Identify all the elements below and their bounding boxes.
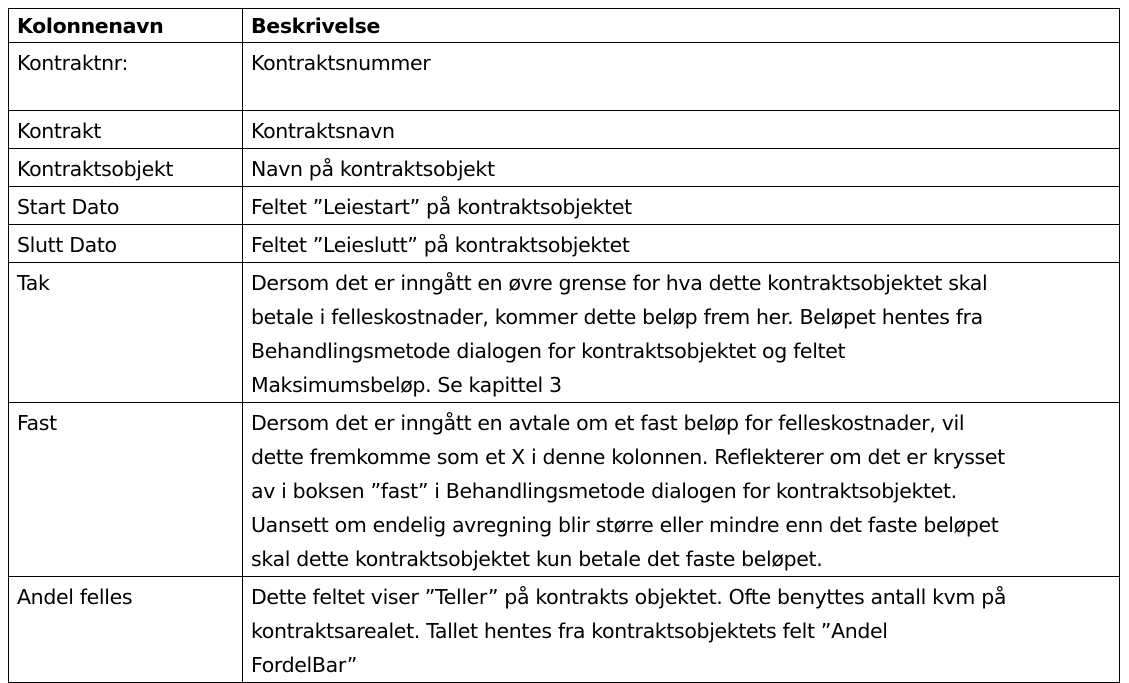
description-line: Dersom det er inngått en avtale om et fast beløp for felleskostnader, vil — [251, 411, 965, 435]
description-line: betale i felleskostnader, kommer dette beløp frem her. Beløpet hentes fra — [251, 305, 983, 329]
description-line: Behandlingsmetode dialogen for kontraktsobjektet og feltet — [251, 339, 846, 363]
description-line: Maksimumsbeløp. Se kapittel 3 — [251, 373, 562, 397]
description-line: av i boksen ”fast” i Behandlingsmetode dialogen for kontraktsobjektet. — [251, 479, 957, 503]
cell-column-name: Andel felles — [9, 577, 243, 683]
cell-description — [243, 577, 1120, 683]
cell-description — [243, 263, 1120, 403]
description-line: Dette feltet viser ”Teller” på kontrakts objektet. Ofte benyttes antall kvm på — [251, 585, 1007, 609]
cell-column-name: Tak — [9, 263, 243, 403]
table-row — [9, 403, 1120, 577]
header-column-name: Kolonnenavn — [9, 9, 243, 43]
header-description: Beskrivelse — [243, 9, 1120, 43]
cell-column-name: Start Dato — [9, 187, 243, 225]
cell-description: Feltet ”Leiestart” på kontraktsobjektet — [243, 187, 1120, 225]
table-row — [9, 225, 1120, 263]
cell-description: Navn på kontraktsobjekt — [243, 149, 1120, 187]
cell-column-name: Kontrakt — [9, 111, 243, 149]
table-row — [9, 43, 1120, 111]
table-row — [9, 263, 1120, 403]
description-line: FordelBar” — [251, 653, 358, 677]
table-header-row — [9, 9, 1120, 43]
table-row — [9, 149, 1120, 187]
table-row — [9, 577, 1120, 683]
description-line: dette fremkomme som et X i denne kolonnen. Reflekterer om det er krysset — [251, 445, 1005, 469]
description-line: skal dette kontraktsobjektet kun betale det faste beløpet. — [251, 547, 823, 571]
table-row — [9, 187, 1120, 225]
description-line: kontraktsarealet. Tallet hentes fra kontraktsobjektets felt ”Andel — [251, 619, 888, 643]
table-row — [9, 111, 1120, 149]
cell-column-name: Kontraktsobjekt — [9, 149, 243, 187]
description-line: Dersom det er inngått en øvre grense for hva dette kontraktsobjektet skal — [251, 271, 988, 295]
cell-description: Kontraktsnavn — [243, 111, 1120, 149]
cell-description: Kontraktsnummer — [243, 43, 1120, 111]
cell-description: Feltet ”Leieslutt” på kontraktsobjektet — [243, 225, 1120, 263]
cell-column-name: Slutt Dato — [9, 225, 243, 263]
column-description-table — [8, 8, 1120, 683]
cell-column-name: Fast — [9, 403, 243, 577]
cell-column-name: Kontraktnr: — [9, 43, 243, 111]
cell-description — [243, 403, 1120, 577]
description-line: Uansett om endelig avregning blir større eller mindre enn det faste beløpet — [251, 513, 999, 537]
